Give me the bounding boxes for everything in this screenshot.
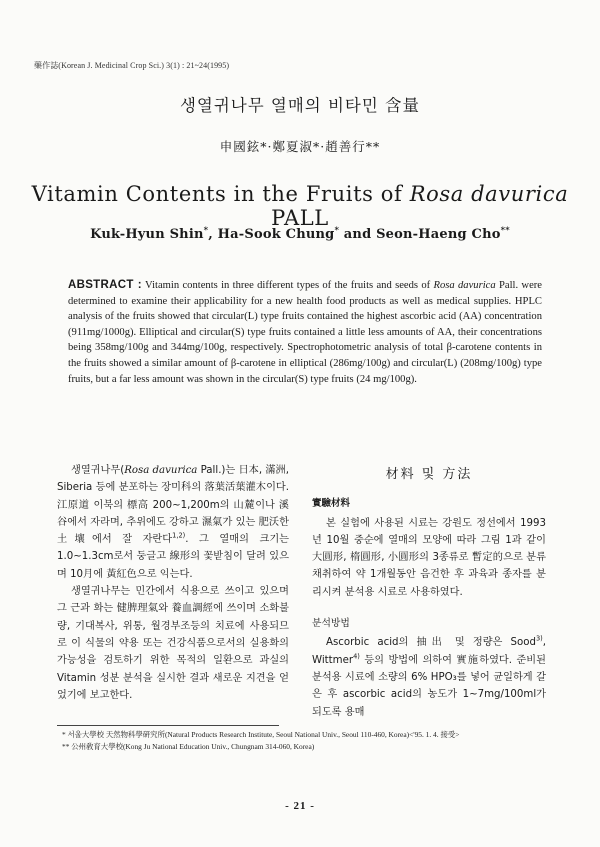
footnote-1: * 서울大學校 天然物科學硏究所(Natural Products Research Institute, Seoul National Univ., Seoul 110-460, Korea)<'95. 1. 4. 接受> xyxy=(62,730,460,739)
right-column xyxy=(312,462,546,721)
intro-text-a: 생열귀나무( xyxy=(71,465,125,476)
methods-ref-2: 4) xyxy=(353,652,360,661)
intro-text-b: Pall.)는 日本, 滿洲, Siberia 등에 분포하는 장미科의 落葉活葉灌木이다. 江原道 이북의 標高 200~1,200m의 山麓이나 溪谷에서 자라며, 추위에도 강하고 濕氣가 있는 肥沃한 土壤에서 잘 자란다 xyxy=(57,465,289,546)
footnotes xyxy=(62,729,459,752)
korean-title: 생열귀나무 열매의 비타민 含量 xyxy=(179,96,421,115)
title-species: Rosa davurica xyxy=(409,182,569,206)
author-1-mark: * xyxy=(203,224,209,235)
intro-text-c: . 그 열매의 크기는 1.0~1.3cm로서 둥글고 線形의 꽃받침이 달려 있으며 10月에 黃紅色으로 익는다. xyxy=(57,534,290,580)
title-part-1: Vitamin Contents in the Fruits of xyxy=(31,182,410,206)
intro-species: Rosa davurica xyxy=(124,465,198,476)
methods-paragraph xyxy=(312,634,546,720)
page-number: - 21 - xyxy=(285,800,315,812)
author-3-mark: ** xyxy=(500,224,510,235)
section-heading: 材料 및 方法 xyxy=(385,467,473,482)
author-1: Kuk-Hyun Shin xyxy=(90,227,204,242)
intro-paragraph-1 xyxy=(57,462,289,583)
methods-ref-1: 3) xyxy=(535,634,543,643)
title-part-2: PALL xyxy=(271,206,329,230)
abstract-species: Rosa davurica xyxy=(433,280,496,291)
korean-authors: 申國鉉*·鄭夏淑*·趙善行** xyxy=(219,139,381,154)
left-column xyxy=(57,462,289,704)
abstract-text-1: Vitamin contents in three different types of the fruits and seeds of xyxy=(141,280,434,291)
subheading-materials: 實驗材料 xyxy=(312,498,351,510)
english-authors xyxy=(0,224,600,242)
author-2: , Ha-Sook Chung xyxy=(208,227,335,242)
author-3: and Seon-Haeng Cho xyxy=(339,227,501,242)
subheading-methods: 분석방법 xyxy=(312,618,350,630)
materials-paragraph: 본 실험에 사용된 시료는 강원도 정선에서 1993년 10월 중순에 열매의 모양에 따라 그림 1과 같이 大圓形, 楕圓形, 小圓形의 3종류로 暫定的으로 분류 채취하여 약 1개월동안 음건한 후 과육과 종자를 분리시켜 분석용 시료로 사용하였다. xyxy=(312,517,546,598)
footnote-2: ** 公州敎育大學校(Kong Ju National Education Univ., Chungnam 314-060, Korea) xyxy=(62,741,315,751)
methods-text-c: 등의 방법에 의하여 實施하였다. 준비된 분석용 시료에 소량의 6% HPO₃를 넣어 균일하게 갈은 후 ascorbic acid의 농도가 1~7mg/100ml가 되도록 용매 xyxy=(312,654,546,718)
journal-citation: 藥作誌(Korean J. Medicinal Crop Sci.) 3(1) : 21~24(1995) xyxy=(34,61,230,70)
intro-ref: 1,2) xyxy=(172,531,186,540)
methods-text-b: , Wittmer xyxy=(312,637,546,666)
intro-paragraph-2: 생열귀나무는 민간에서 식용으로 쓰이고 있으며 그 근과 화는 健脾理氣와 養血調經에 쓰이며 소화불량, 기대복사, 위통, 월경부조등의 치료에 사용되므로 이 식물의 약용 또는 건강식품으로서의 실용화의 가능성을 검토하기 위한 목적의 일환으로 과실의 Vitamin 성분 분석을 실시한 결과 새로운 지견을 얻었기에 보고한다. xyxy=(57,586,289,701)
english-title xyxy=(0,182,600,230)
author-2-mark: * xyxy=(334,224,340,235)
abstract-label: ABSTRACT : xyxy=(68,279,142,291)
abstract-text-2: Pall. were determined to examine their applicability for a new health food products as well as medical supplies. HPLC analysis of the fruits showed that circular(L) type fruits contained the highest ascorbic acid (AA) concentration (911mg/1000g). Elliptical and circular(S) type fruits contained a little less amounts of AA, their concentrations being 358mg/100g and 344mg/100g, respectively. Spectrophotometric analysis of total β-carotene contents in the fruits showed a similar amount of β-carotene in elliptical (286mg/100g) and circular(L) (208mg/100g) type fruits, but a far less amount was shown in the circular(S) type fruits (24 mg/100g). xyxy=(68,280,542,385)
footnote-divider xyxy=(57,725,279,726)
methods-text-a: Ascorbic acid의 抽出 및 정량은 Sood xyxy=(326,637,536,649)
abstract xyxy=(68,278,542,387)
